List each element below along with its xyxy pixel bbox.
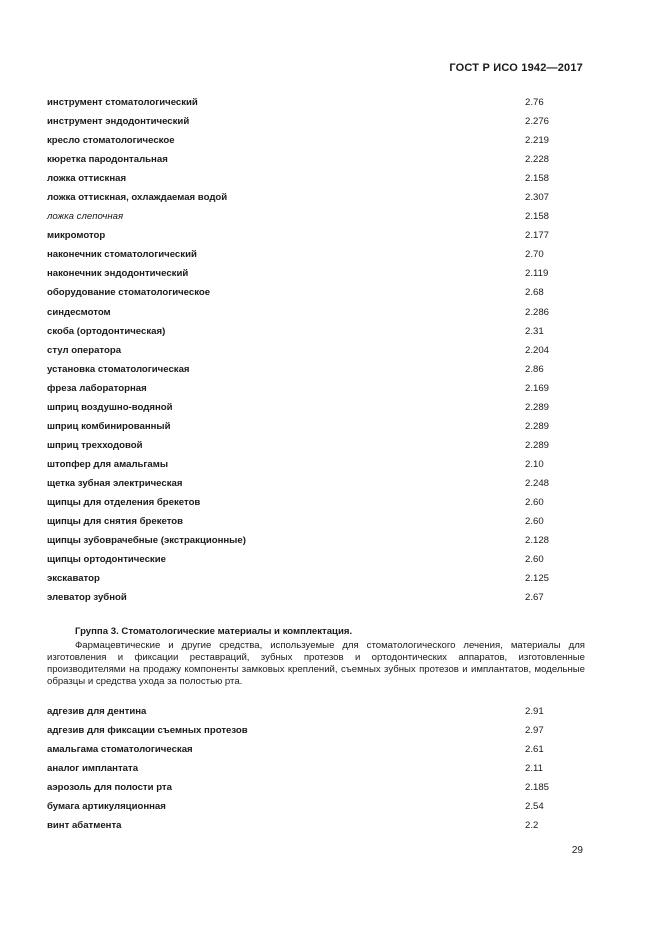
index-term: инструмент эндодонтический: [47, 116, 190, 128]
index-entry: [47, 382, 587, 401]
index-reference: 2.119: [525, 268, 549, 280]
index-term: кюретка пародонтальная: [47, 154, 168, 166]
index-reference: 2.61: [525, 744, 544, 756]
index-entry: [47, 496, 587, 515]
index-reference: 2.60: [525, 516, 544, 528]
index-reference: 2.60: [525, 496, 544, 508]
index-term: микромотор: [47, 230, 106, 242]
index-entry: [47, 705, 587, 724]
index-entry: [47, 401, 587, 420]
index-term: аэрозоль для полости рта: [47, 782, 172, 794]
index-entry: [47, 724, 587, 743]
index-reference: 2.286: [525, 306, 550, 318]
index-entry: [47, 458, 587, 477]
index-term: ложка оттискная, охлаждаемая водой: [47, 192, 228, 204]
index-reference: 2.31: [525, 325, 544, 337]
index-term: ложка слепочная: [47, 211, 124, 223]
index-reference: 2.97: [525, 725, 544, 737]
index-reference: 2.289: [525, 420, 550, 432]
index-term: щетка зубная электрическая: [47, 477, 183, 489]
index-reference: 2.169: [525, 382, 550, 394]
index-term: наконечник эндодонтический: [47, 268, 189, 280]
group-heading: Группа 3. Стоматологические материалы и комплектация.: [75, 626, 353, 637]
index-term: адгезив для дентина: [47, 706, 147, 717]
index-entry: [47, 248, 587, 267]
index-reference: 2.177: [525, 230, 550, 242]
index-term: ложка оттискная: [47, 173, 127, 185]
index-term: бумага артикуляционная: [47, 801, 166, 813]
index-term: наконечник стоматологический: [47, 249, 197, 261]
index-reference: 2.125: [525, 573, 550, 585]
index-entry: [47, 743, 587, 762]
index-entry: [47, 420, 587, 439]
index-entry: [47, 306, 587, 325]
index-reference: 2.86: [525, 363, 544, 375]
term-index-list-group3: [47, 705, 587, 838]
index-entry: [47, 229, 587, 248]
index-entry: [47, 572, 587, 591]
index-entry: [47, 96, 587, 115]
index-entry: [47, 534, 587, 553]
index-entry: [47, 325, 587, 344]
index-term: установка стоматологическая: [47, 363, 190, 375]
index-reference: 2.54: [525, 801, 544, 813]
index-term: стул оператора: [47, 344, 122, 356]
index-reference: 2.68: [525, 287, 544, 299]
index-entry: [47, 800, 587, 819]
index-entry: [47, 191, 587, 210]
index-reference: 2.158: [525, 173, 550, 185]
index-reference: 2.11: [525, 763, 543, 775]
index-reference: 2.204: [525, 344, 550, 356]
index-reference: 2.219: [525, 135, 550, 147]
index-entry: [47, 286, 587, 305]
page-number: 29: [571, 845, 583, 856]
index-term: элеватор зубной: [47, 592, 127, 604]
index-entry: [47, 344, 587, 363]
index-term: экскаватор: [47, 573, 100, 585]
index-term: шприц трехходовой: [47, 439, 143, 451]
index-reference: 2.2: [525, 820, 539, 832]
index-reference: 2.10: [525, 458, 544, 470]
index-term: кресло стоматологическое: [47, 135, 175, 147]
index-term: фреза лабораторная: [47, 382, 147, 394]
index-entry: [47, 153, 587, 172]
index-reference: 2.289: [525, 439, 550, 451]
index-reference: 2.307: [525, 192, 550, 204]
index-reference: 2.185: [525, 782, 550, 794]
index-reference: 2.67: [525, 592, 544, 604]
index-entry: [47, 134, 587, 153]
index-entry: [47, 553, 587, 572]
index-term: винт абатмента: [47, 820, 122, 832]
index-reference: 2.276: [525, 116, 550, 128]
index-term: амальгама стоматологическая: [47, 744, 193, 756]
index-entry: [47, 515, 587, 534]
index-term: инструмент стоматологический: [47, 97, 198, 108]
index-entry: [47, 591, 587, 610]
index-term: адгезив для фиксации съемных протезов: [47, 725, 248, 737]
index-entry: [47, 210, 587, 229]
index-reference: 2.248: [525, 477, 550, 489]
index-term: щипцы для снятия брекетов: [47, 516, 184, 528]
index-term: щипцы зубоврачебные (экстракционные): [47, 535, 246, 547]
term-index-list: [47, 96, 587, 610]
index-reference: 2.289: [525, 401, 550, 413]
index-term: оборудование стоматологическое: [47, 287, 211, 299]
index-reference: 2.128: [525, 535, 550, 547]
index-entry: [47, 781, 587, 800]
index-entry: [47, 172, 587, 191]
index-term: щипцы ортодонтические: [47, 554, 166, 566]
index-entry: [47, 363, 587, 382]
index-reference: 2.228: [525, 154, 550, 166]
index-term: скоба (ортодонтическая): [47, 325, 166, 337]
group-description: Фармацевтические и другие средства, используемые для стоматологического лечения, материалы для изготовления и фиксации реставраций, зубных протезов и ортодонтических аппаратов, изготовленные производителями на продажу компоненты замковых креплений, съемных зубных протезов и имплантатов, модельные образцы и средства ухода за полостью рта.: [47, 640, 585, 687]
index-term: синдесмотом: [47, 306, 111, 318]
index-term: штопфер для амальгамы: [47, 458, 169, 470]
index-term: шприц воздушно-водяной: [47, 401, 173, 413]
index-entry: [47, 762, 587, 781]
index-term: щипцы для отделения брекетов: [47, 496, 201, 508]
index-reference: 2.91: [525, 706, 544, 717]
index-reference: 2.70: [525, 249, 544, 261]
index-term: шприц комбинированный: [47, 420, 171, 432]
index-entry: [47, 439, 587, 458]
document-header: ГОСТ Р ИСО 1942—2017: [449, 62, 583, 74]
index-entry: [47, 477, 587, 496]
index-entry: [47, 819, 587, 838]
index-reference: 2.76: [525, 97, 544, 108]
index-entry: [47, 115, 587, 134]
index-entry: [47, 267, 587, 286]
index-term: аналог имплантата: [47, 763, 139, 775]
index-reference: 2.60: [525, 554, 544, 566]
index-reference: 2.158: [525, 211, 550, 223]
